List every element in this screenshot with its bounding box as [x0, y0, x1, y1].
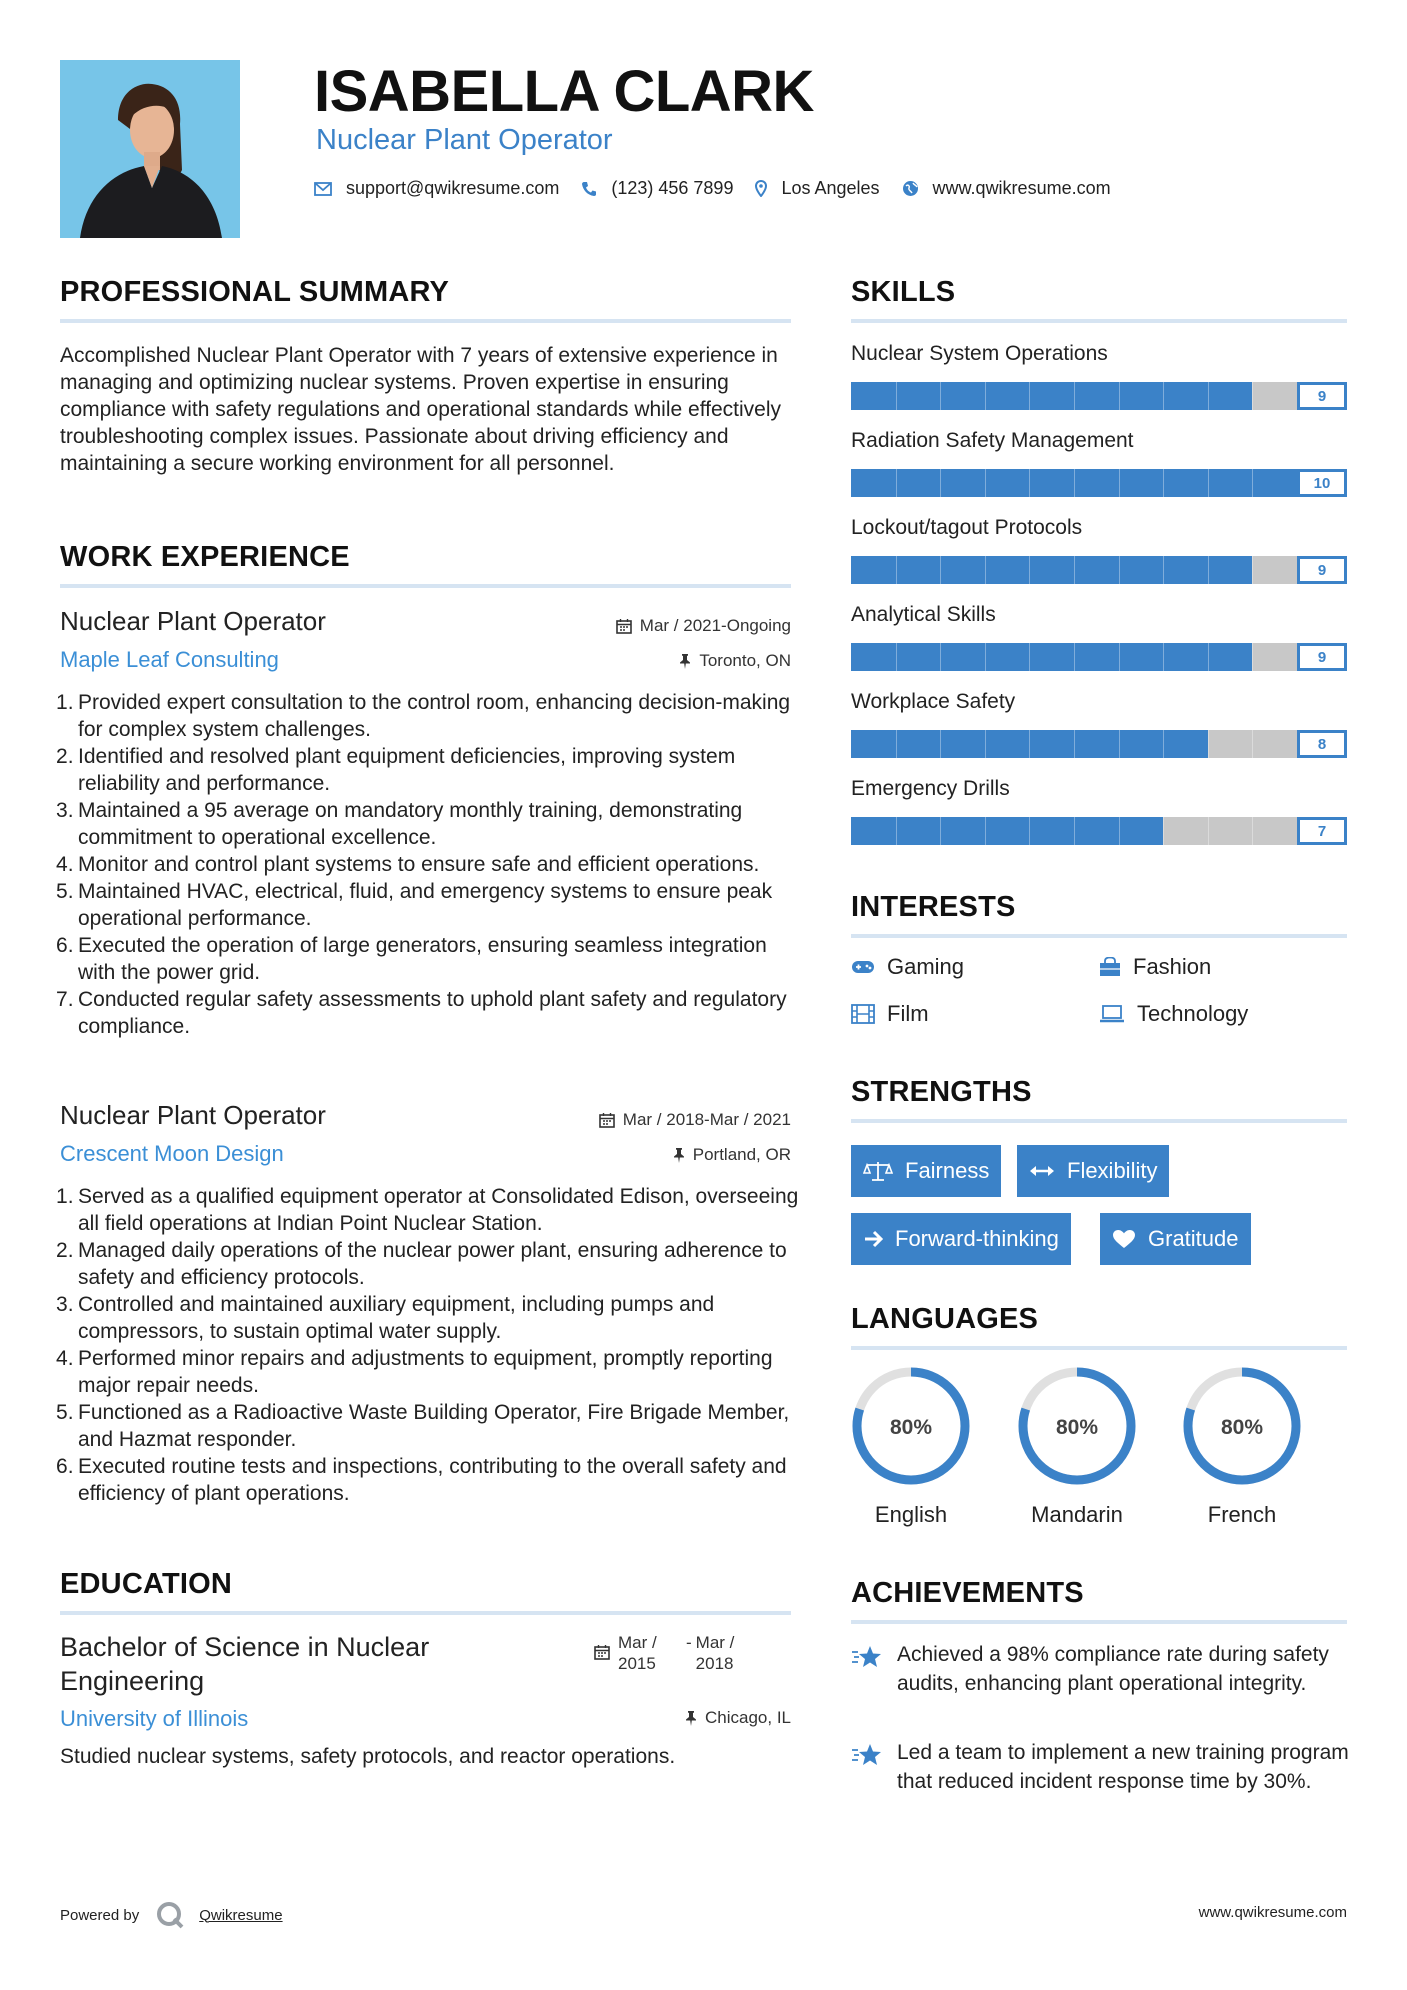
- list-item: Maintained HVAC, electrical, fluid, and emergency systems to ensure peak operational performance.: [78, 880, 773, 930]
- skill-bar-segment: [985, 469, 986, 497]
- skill-bar-segment: [896, 556, 897, 584]
- skill-name: Lockout/tagout Protocols: [851, 516, 1083, 539]
- pushpin-icon: [673, 1147, 685, 1163]
- location-text: Los Angeles: [781, 178, 880, 198]
- language-name: French: [1207, 1502, 1277, 1527]
- education-location: [685, 1708, 791, 1728]
- skill-bar-segment: [940, 817, 941, 845]
- pushpin-icon: [685, 1710, 697, 1726]
- skill-bar-fill: [851, 817, 1163, 845]
- globe-icon: [902, 180, 919, 197]
- education-heading: EDUCATION: [60, 1568, 233, 1600]
- skill-bar-segment: [1208, 469, 1209, 497]
- skill-bar-segment: [1252, 817, 1253, 845]
- interest-label: Fashion: [1133, 954, 1212, 979]
- skill-bar-segment: [940, 382, 941, 410]
- footer-powered-by: [60, 1900, 283, 1930]
- job-2-location: [673, 1145, 791, 1165]
- skill-bar-segment: [1163, 556, 1164, 584]
- strengths-heading: STRENGTHS: [851, 1076, 1032, 1108]
- interests-rule: [851, 934, 1347, 938]
- balance-scale-icon: [863, 1160, 893, 1182]
- skill-bar-segment: [1252, 556, 1253, 584]
- strength-fairness: [851, 1145, 1001, 1197]
- education-end: [696, 1632, 735, 1674]
- skill-bar-segment: [940, 556, 941, 584]
- education-description: Studied nuclear systems, safety protocols, and reactor operations.: [60, 1745, 676, 1768]
- strength-label: Forward-thinking: [895, 1226, 1059, 1251]
- contact-location: [755, 178, 879, 199]
- skill-bar: [851, 382, 1347, 410]
- skill-bar: [851, 556, 1347, 584]
- job-1-title: Nuclear Plant Operator: [60, 606, 326, 636]
- language-gauge: [1015, 1364, 1139, 1493]
- job-1-dates-text: Mar / 2021-Ongoing: [639, 616, 791, 635]
- interest-label: Film: [887, 1001, 929, 1026]
- skill-bar: [851, 730, 1347, 758]
- skill-bar-segment: [1208, 730, 1209, 758]
- contact-website[interactable]: [902, 178, 1111, 199]
- skill-bar-segment: [1119, 817, 1120, 845]
- skill-bar-segment: [985, 382, 986, 410]
- skill-bar-segment: [1074, 556, 1075, 584]
- list-item: Provided expert consultation to the control room, enhancing decision-making for complex system challenges.: [78, 691, 791, 741]
- language-gauge: [849, 1364, 973, 1493]
- summary-text: Accomplished Nuclear Plant Operator with 7 years of extensive experience in managing and optimizing nuclear systems. Proven expertise in ensuring compliance with safety regulations and operational standards while effectively troubleshooting complex issues. Passionate about driving efficiency and maintaining a secure working environment for all personnel.: [60, 344, 782, 475]
- skill-bar-segment: [985, 643, 986, 671]
- laptop-icon: [1099, 1005, 1125, 1023]
- education-rule: [60, 1611, 791, 1615]
- phone-icon: [581, 181, 597, 197]
- gamepad-icon: [851, 959, 875, 975]
- arrow-right-icon: [863, 1230, 883, 1248]
- skill-bar-segment: [1208, 382, 1209, 410]
- star-badge-icon: [851, 1742, 883, 1768]
- envelope-icon: [314, 182, 332, 196]
- education-degree: Bachelor of Science in Nuclear Engineering: [60, 1632, 430, 1696]
- skill-name: Workplace Safety: [851, 690, 1016, 713]
- skill-name: Nuclear System Operations: [851, 342, 1108, 365]
- skill-score-badge: 10: [1297, 469, 1347, 497]
- shopping-bag-icon: [1099, 957, 1121, 977]
- qwikresume-logo-icon: [155, 1900, 185, 1930]
- skill-bar-segment: [896, 817, 897, 845]
- skill-bar-segment: [1119, 556, 1120, 584]
- qwikresume-link[interactable]: Qwikresume: [199, 1906, 283, 1924]
- list-item: Served as a qualified equipment operator at Consolidated Edison, overseeing all field operations at Indian Point Nuclear Station.: [78, 1185, 799, 1235]
- skill-bar-segment: [1163, 469, 1164, 497]
- list-item: Identified and resolved plant equipment deficiencies, improving system reliability and performance.: [78, 745, 736, 795]
- job-2-location-text: Portland, OR: [692, 1145, 791, 1164]
- list-item: Maintained a 95 average on mandatory monthly training, demonstrating commitment to operational excellence.: [78, 799, 743, 849]
- skills-rule: [851, 319, 1347, 323]
- skill-bar-segment: [1029, 382, 1030, 410]
- achievement-item: [851, 1640, 1351, 1698]
- strength-label: Fairness: [905, 1158, 990, 1183]
- list-item: Executed the operation of large generators, ensuring seamless integration with the power grid.: [78, 934, 767, 984]
- skill-bar-segment: [940, 643, 941, 671]
- date-separator: -: [686, 1633, 692, 1652]
- contact-phone[interactable]: [581, 178, 733, 199]
- skill-name: Emergency Drills: [851, 777, 1010, 800]
- list-item: Managed daily operations of the nuclear power plant, ensuring adherence to safety and efficiency protocols.: [78, 1239, 787, 1289]
- interest-label: Technology: [1137, 1001, 1249, 1026]
- interest-film: [851, 1001, 929, 1027]
- skill-score-badge: 8: [1297, 730, 1347, 758]
- interest-fashion: [1099, 954, 1211, 980]
- job-1-company[interactable]: Maple Leaf Consulting: [60, 647, 279, 672]
- candidate-name: ISABELLA CLARK: [314, 59, 814, 124]
- powered-by-label: Powered by: [60, 1906, 140, 1924]
- achievement-text: Achieved a 98% compliance rate during safety audits, enhancing plant operational integrity.: [897, 1643, 1329, 1695]
- email-text: support@qwikresume.com: [346, 178, 560, 198]
- skill-bar-segment: [1163, 817, 1164, 845]
- job-2-dates-text: Mar / 2018-Mar / 2021: [622, 1110, 791, 1129]
- skill-bar-segment: [985, 556, 986, 584]
- calendar-icon: [594, 1644, 610, 1660]
- summary-heading: PROFESSIONAL SUMMARY: [60, 276, 450, 308]
- heart-icon: [1112, 1229, 1136, 1249]
- skill-name: Analytical Skills: [851, 603, 996, 626]
- strength-gratitude: [1100, 1213, 1251, 1265]
- strength-flexibility: [1017, 1145, 1169, 1197]
- skill-bar-segment: [1252, 643, 1253, 671]
- job-1-dates: [616, 616, 791, 636]
- skill-bar-segment: [1029, 643, 1030, 671]
- skill-bar-segment: [1119, 643, 1120, 671]
- profile-photo: [60, 60, 240, 238]
- interests-heading: INTERESTS: [851, 891, 1016, 923]
- languages-rule: [851, 1346, 1347, 1350]
- skill-bar-segment: [985, 817, 986, 845]
- skill-bar-segment: [1074, 382, 1075, 410]
- language-percent: 80%: [889, 1416, 933, 1439]
- skill-score-badge: 9: [1297, 556, 1347, 584]
- strength-label: Flexibility: [1067, 1158, 1158, 1183]
- education-start-month: Mar /: [618, 1633, 657, 1652]
- website-text: www.qwikresume.com: [932, 178, 1111, 198]
- skill-bar-segment: [1163, 643, 1164, 671]
- film-icon: [851, 1004, 875, 1024]
- horizontal-arrows-icon: [1029, 1164, 1055, 1178]
- language-name: English: [874, 1502, 948, 1527]
- list-item: Executed routine tests and inspections, contributing to the overall safety and efficiency of plant operations.: [78, 1455, 787, 1505]
- skill-bar-segment: [1163, 382, 1164, 410]
- language-donut: [849, 1364, 973, 1488]
- skill-bar-segment: [1119, 382, 1120, 410]
- contact-bar: [314, 178, 1133, 199]
- skill-bar-segment: [1029, 469, 1030, 497]
- skill-bar-segment: [940, 730, 941, 758]
- skill-bar-fill: [851, 556, 1252, 584]
- skill-bar-segment: [1119, 469, 1120, 497]
- list-item: Monitor and control plant systems to ensure safe and efficient operations.: [78, 853, 760, 876]
- list-item: Controlled and maintained auxiliary equipment, including pumps and compressors, to sustain optimal water supply.: [78, 1293, 715, 1343]
- list-item: Functioned as a Radioactive Waste Building Operator, Fire Brigade Member, and Hazmat responder.: [78, 1401, 790, 1451]
- interest-gaming: [851, 954, 964, 980]
- candidate-role: Nuclear Plant Operator: [316, 124, 613, 156]
- skill-bar-fill: [851, 469, 1347, 497]
- skills-heading: SKILLS: [851, 276, 956, 308]
- skill-bar-segment: [1208, 643, 1209, 671]
- skill-bar-segment: [1163, 730, 1164, 758]
- calendar-icon: [599, 1112, 615, 1128]
- skill-bar-segment: [1029, 556, 1030, 584]
- skill-bar-segment: [1119, 730, 1120, 758]
- education-location-text: Chicago, IL: [705, 1708, 791, 1727]
- education-end-year: 2018: [695, 1654, 734, 1673]
- work-rule: [60, 584, 791, 588]
- skill-bar-segment: [896, 382, 897, 410]
- skill-bar-segment: [1252, 730, 1253, 758]
- skill-bar-segment: [1074, 817, 1075, 845]
- map-pin-icon: [755, 180, 767, 197]
- phone-text: (123) 456 7899: [611, 178, 734, 198]
- job-2-dates: [599, 1110, 791, 1130]
- skill-bar-segment: [985, 730, 986, 758]
- pushpin-icon: [679, 653, 691, 669]
- strength-label: Gratitude: [1148, 1226, 1239, 1251]
- skill-bar-segment: [896, 730, 897, 758]
- interest-technology: [1099, 1001, 1248, 1027]
- work-heading: WORK EXPERIENCE: [60, 541, 350, 573]
- skill-bar-fill: [851, 643, 1252, 671]
- job-1-location: [679, 651, 791, 671]
- skill-bar-segment: [1208, 817, 1209, 845]
- achievements-rule: [851, 1620, 1347, 1624]
- skill-bar-segment: [1074, 730, 1075, 758]
- skill-bar-segment: [896, 469, 897, 497]
- skill-bar: [851, 469, 1347, 497]
- language-percent: 80%: [1220, 1416, 1264, 1439]
- skill-bar-segment: [1029, 817, 1030, 845]
- achievements-heading: ACHIEVEMENTS: [851, 1577, 1084, 1609]
- interest-label: Gaming: [887, 954, 965, 979]
- languages-heading: LANGUAGES: [851, 1303, 1039, 1335]
- skill-bar-segment: [1074, 469, 1075, 497]
- education-start-year: 2015: [618, 1654, 656, 1673]
- skill-bar-segment: [896, 643, 897, 671]
- list-item: Conducted regular safety assessments to uphold plant safety and regulatory compliance.: [78, 988, 787, 1038]
- skill-bar-segment: [940, 469, 941, 497]
- job-2-company[interactable]: Crescent Moon Design: [60, 1141, 284, 1166]
- education-end-month: Mar /: [695, 1633, 735, 1652]
- achievement-text: Led a team to implement a new training program that reduced incident response time by 30%.: [897, 1741, 1349, 1793]
- job-2-bullets: [60, 1183, 800, 1507]
- language-donut: [1015, 1364, 1139, 1488]
- job-2-title: Nuclear Plant Operator: [60, 1100, 326, 1130]
- skill-bar-fill: [851, 382, 1252, 410]
- education-school[interactable]: University of Illinois: [60, 1706, 249, 1731]
- education-start: [618, 1632, 680, 1674]
- skill-bar-segment: [1029, 730, 1030, 758]
- skill-bar: [851, 817, 1347, 845]
- star-badge-icon: [851, 1644, 883, 1670]
- language-gauge: [1180, 1364, 1304, 1493]
- skill-bar-segment: [1208, 556, 1209, 584]
- skill-bar-segment: [1074, 643, 1075, 671]
- education-dates: [594, 1632, 734, 1674]
- skill-bar-segment: [1252, 469, 1253, 497]
- skill-bar-segment: [1252, 382, 1253, 410]
- calendar-icon: [616, 618, 632, 634]
- strength-forward-thinking: [851, 1213, 1071, 1265]
- strengths-rule: [851, 1119, 1347, 1123]
- skill-bar: [851, 643, 1347, 671]
- skill-score-badge: 9: [1297, 643, 1347, 671]
- contact-email[interactable]: [314, 178, 559, 199]
- language-donut: [1180, 1364, 1304, 1488]
- skill-name: Radiation Safety Management: [851, 429, 1134, 452]
- footer-url[interactable]: www.qwikresume.com: [1198, 1904, 1347, 1921]
- list-item: Performed minor repairs and adjustments to equipment, promptly reporting major repair needs.: [78, 1347, 773, 1397]
- language-name: Mandarin: [1031, 1502, 1123, 1527]
- skill-score-badge: 7: [1297, 817, 1347, 845]
- language-percent: 80%: [1055, 1416, 1099, 1439]
- summary-rule: [60, 319, 791, 323]
- skill-score-badge: 9: [1297, 382, 1347, 410]
- job-1-bullets: [60, 689, 800, 1040]
- achievement-item: [851, 1738, 1351, 1796]
- job-1-location-text: Toronto, ON: [699, 651, 791, 670]
